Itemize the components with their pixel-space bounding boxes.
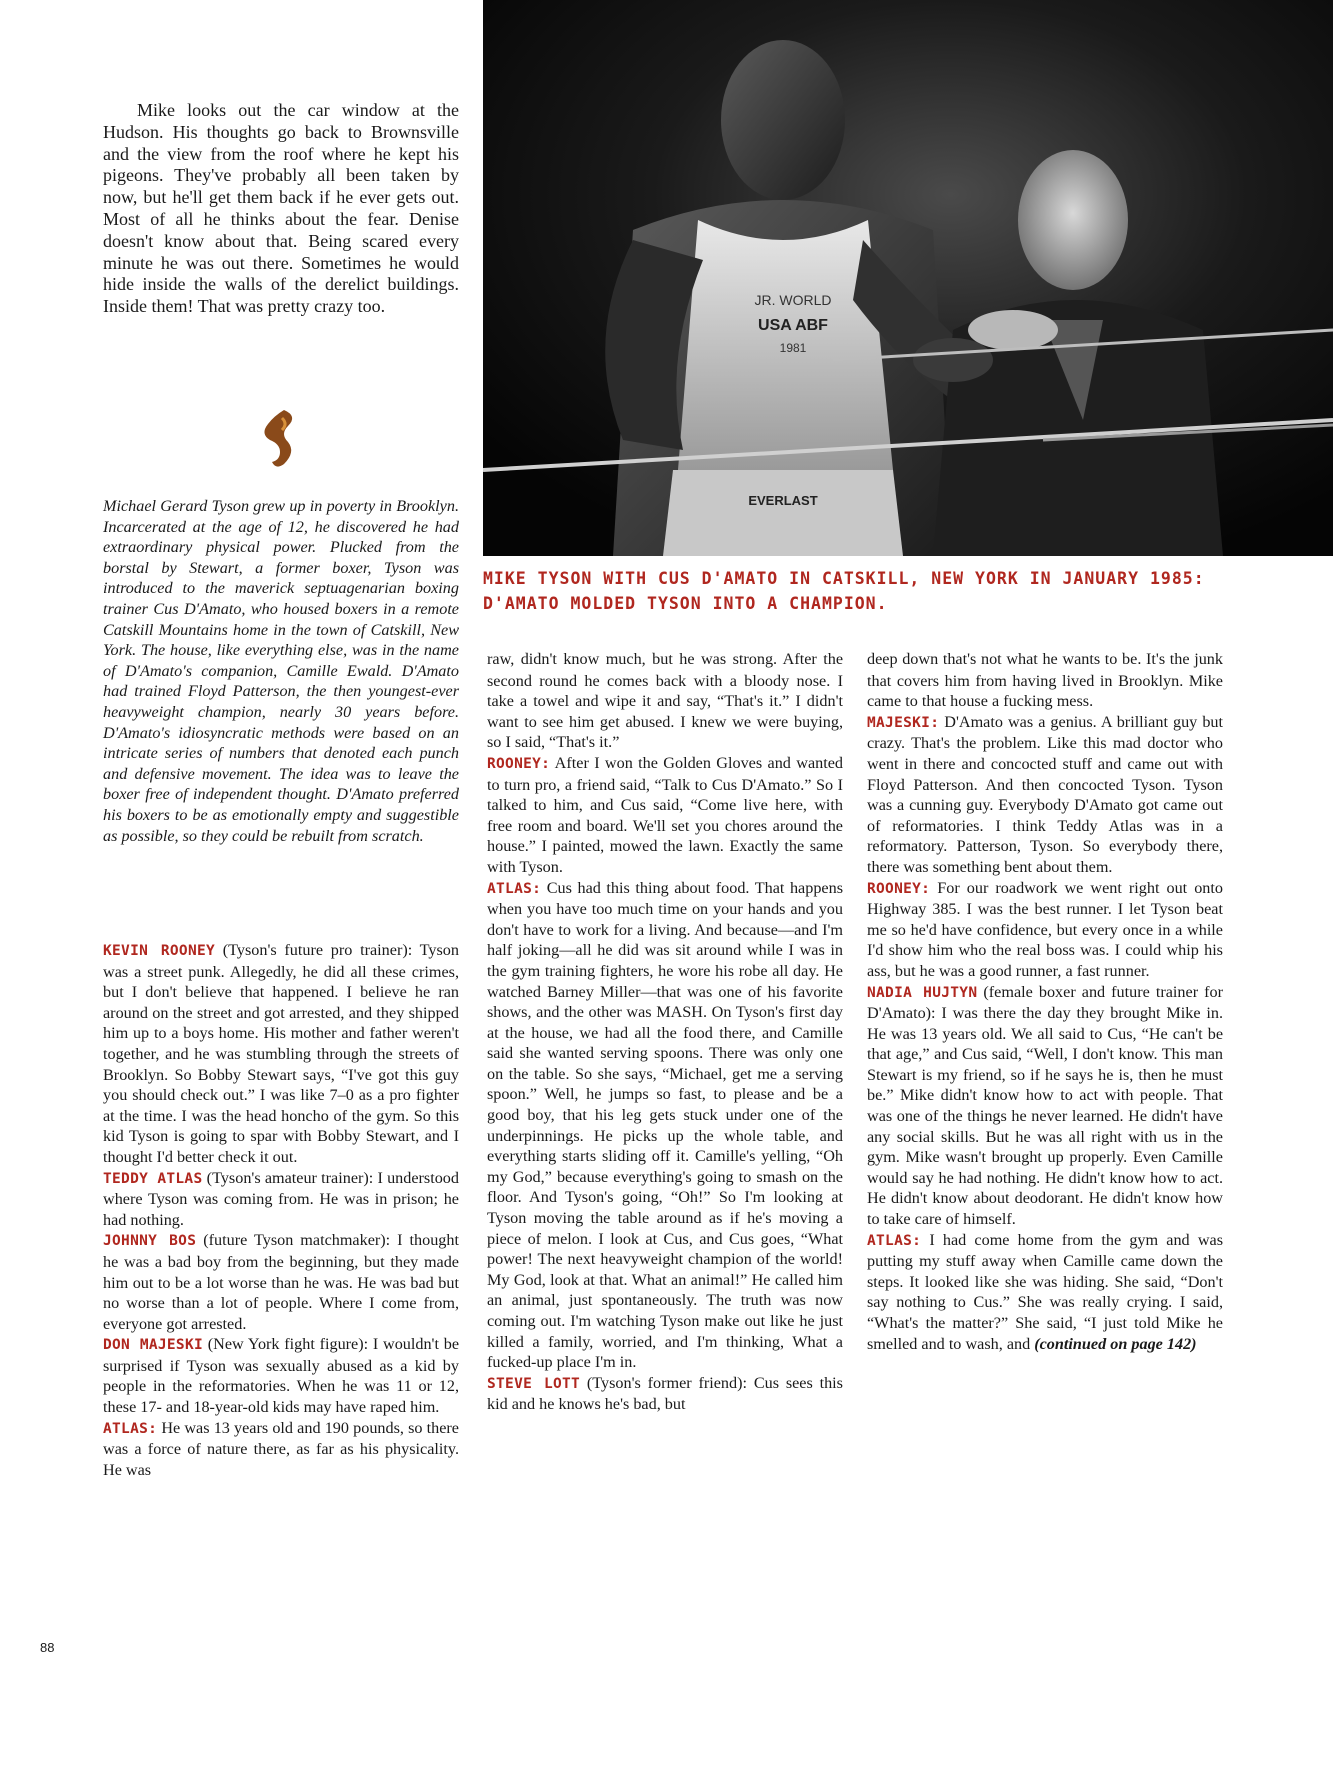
quote-paragraph <box>103 1418 459 1481</box>
quote-text: (future Tyson matchmaker): I thought he was a bad boy from the beginning, but they made him out to be a lot worse than he was. He was bad but no worse than a lot of people. Where I come from, everyone got arrested. <box>103 1231 459 1333</box>
speaker-name: ATLAS: <box>867 1232 922 1249</box>
quote-text: He was 13 years old and 190 pounds, so there was a force of nature there, as far as his physicality. He was <box>103 1418 459 1479</box>
quote-text: Cus had this thing about food. That happens when you have too much time on your hands and you don't have to work for a living. And because—and I'm half joking—all he did was sit around while I was in the gym training fighters, he wore his robe all day. He watched Barney Miller—that was one of his favorite shows, and the other was MASH. On Tyson's first day at the house, we had all the food there, and Camille said she wanted serving spoons. There was only one on the table. So she says, “Michael, get me a serving spoon.” Well, he jumps so fast, to please and be a good boy, that his leg gets stuck under one of the underpinnings. He picks up the whole table, and everything starts sliding off it. Camille's yelling, “Oh my God,” because everything's going to smash on the floor. And Tyson's going, “Oh!” So I'm looking at Tyson moving the table around as if he's moving a piece of melon. I look at Cus, and Cus goes, “What power! The next heavyweight champion of the world! My God, look at that. What an animal!” He called him an animal, just spontaneously. The truth was now coming out. I'm watching Tyson make out like he just killed a family, worried, and I'm thinking, What a fucked-up place I'm in. <box>487 878 843 1372</box>
speaker-name: STEVE LOTT <box>487 1375 581 1392</box>
shirt-text-3: 1981 <box>779 341 807 355</box>
speaker-name: ATLAS: <box>487 880 542 897</box>
quote-paragraph <box>867 712 1223 878</box>
continued-note: (continued on page 142) <box>1034 1334 1197 1353</box>
shirt-text-1: JR. WORLD <box>754 292 832 308</box>
page-number: 88 <box>40 1640 55 1655</box>
quote-paragraph <box>487 649 843 753</box>
photo-caption: MIKE TYSON WITH CUS D'AMATO IN CATSKILL, NEW YORK IN JANUARY 1985: D'AMATO MOLDED TYSON INTO A CHAMPION. <box>483 569 1205 613</box>
quote-paragraph <box>103 1168 459 1231</box>
speaker-name: ROONEY: <box>487 755 551 772</box>
speaker-name: KEVIN ROONEY <box>103 943 216 959</box>
quote-paragraph <box>487 878 843 1373</box>
quote-paragraph <box>867 649 1223 712</box>
quote-paragraph <box>487 753 843 878</box>
quote-text: (female boxer and future trainer for D'Amato): I was there the day they brought Mike in. He was 13 years old. We all said to Cus, “He can't be that age,” and Cus said, “Well, I don't know. This man Stewart is my friend, so if he says he is, then he must be.” Mike didn't know how to act with people. That was one of the things he never learned. He didn't have any social skills. But he was all right with us in the gym. Mike wasn't brought up properly. Even Camille would say he had nothing. He didn't know how to act. He didn't know about deodorant. He didn't know how to take care of himself. <box>867 982 1224 1229</box>
quote-text: D'Amato was a genius. A brilliant guy but crazy. That's the problem. Like this mad doctor who went in there and concocted stuff and came out with Floyd Patterson. And then concocted Tyson. Tyson was a cunning guy. Everybody D'Amato got came out of reformatories. I think Teddy Atlas was in a reformatory. Patterson, Tyson. So everybody there, there was something bent about them. <box>867 712 1223 876</box>
quote-text: (Tyson's amateur trainer): I understood where Tyson was coming from. He was in prison; he had nothing. <box>103 1168 459 1229</box>
quote-paragraph <box>487 1373 843 1415</box>
speaker-name: MAJESKI: <box>867 714 940 731</box>
quote-text: After I won the Golden Gloves and wanted to turn pro, a friend said, “Talk to Cus D'Amato.” So I talked to him, and Cus said, “Come live here, with free room and board. We'll set you chores around the house.” I painted, mowed the lawn. Exactly the same with Tyson. <box>487 753 843 876</box>
italic-intro: Michael Gerard Tyson grew up in poverty in Brooklyn. Incarcerated at the age of 12, he discovered he had extraordinary physical power. Plucked from the borstal by Stewart, a former boxer, Tyson was introduced to the maverick septuagenarian boxing trainer Cus D'Amato, who housed boxers in a remote Catskill Mountains home in the town of Catskill, New York. The house, like everything else, was in the name of D'Amato's companion, Camille Ewald. D'Amato had trained Floyd Patterson, the then youngest-ever heavyweight champion, nearly 30 years before. D'Amato's idiosyncratic methods were based on an intricate series of numbers that denoted each punch and defensive movement. The idea was to leave the boxer free of independent thought. D'Amato preferred his boxers to be as emotionally empty and suggestible as possible, so they could be rebuilt from scratch. <box>103 497 459 845</box>
speaker-name: ATLAS: <box>103 1420 158 1437</box>
photo-tyson-damato <box>483 0 1333 556</box>
speaker-name: NADIA HUJTYN <box>867 984 978 1001</box>
speaker-name: ROONEY: <box>867 880 931 897</box>
shirt-text-2: USA ABF <box>758 317 828 334</box>
quote-paragraph <box>867 1230 1223 1355</box>
speaker-name: DON MAJESKI <box>103 1337 204 1354</box>
quote-paragraph <box>103 1230 459 1334</box>
column-3 <box>867 649 1223 1354</box>
quote-paragraph <box>103 1334 459 1417</box>
quote-text: (Tyson's future pro trainer): Tyson was a street punk. Allegedly, he did all these crimes, but I don't believe that happened. I believe he ran around on the street and got arrested, and they shipped him up to a boys home. His mother and father weren't together, and he was stumbling through the streets of Brooklyn. So Bobby Stewart says, “I've got this guy you should check out.” I was like 7–0 as a pro fighter at the time. I was the head honcho of the gym. So this kid Tyson is going to spar with Bobby Stewart, and I thought I'd better check it out. <box>103 941 459 1166</box>
quote-text: I had come home from the gym and was putting my stuff away when Camille came down the steps. It looked like she was hiding. She said, “Don't say nothing to Cus.” She was really crying. I said, “What's the matter?” She said, “I just told Mike he smelled and to wash, and <box>867 1230 1223 1353</box>
quote-paragraph <box>867 878 1223 982</box>
column-1 <box>103 940 459 1480</box>
trunks-text: EVERLAST <box>748 493 818 508</box>
intro-paragraph: Mike looks out the car window at the Hudson. His thoughts go back to Brownsville and the view from the roof where he kept his pigeons. They've probably all been taken by now, but he'll get them back if he ever gets out. Most of all he thinks about the fear. Denise doesn't know about that. Being scared every minute he was out there. Sometimes he would hide inside the walls of the derelict buildings. Inside them! That was pretty crazy too. <box>103 100 459 317</box>
quote-paragraph <box>867 982 1223 1230</box>
quote-text: deep down that's not what he wants to be. It's the junk that covers him from having lived in Brooklyn. Mike came to that house a fucking mess. <box>867 650 1223 711</box>
photo-illustration <box>483 0 1333 556</box>
quote-text: (New York fight figure): I wouldn't be surprised if Tyson was sexually abused as a kid by people in the reformatories. When he was 11 or 12, these 17- and 18-year-old kids may have raped him. <box>103 1335 459 1417</box>
quote-text: For our roadwork we went right out onto Highway 385. I was the best runner. I let Tyson beat me so he'd have confidence, but every once in a while I'd show him who the real boss was. I could whip his ass, but he was a good runner, a fast runner. <box>867 878 1223 980</box>
speaker-name: TEDDY ATLAS <box>103 1170 203 1187</box>
flourish-ornament-icon <box>258 408 302 470</box>
quote-text: (Tyson's former friend): Cus sees this kid and he knows he's bad, but <box>487 1373 843 1414</box>
column-2 <box>487 649 843 1415</box>
quote-paragraph <box>103 940 459 1168</box>
quote-text: raw, didn't know much, but he was strong. After the second round he comes back with a bloody nose. I take a towel and wipe it and say, “That's it.” I didn't want to see him get abused. I knew we were buying, so I said, “That's it.” <box>487 650 843 752</box>
speaker-name: JOHNNY BOS <box>103 1233 197 1250</box>
